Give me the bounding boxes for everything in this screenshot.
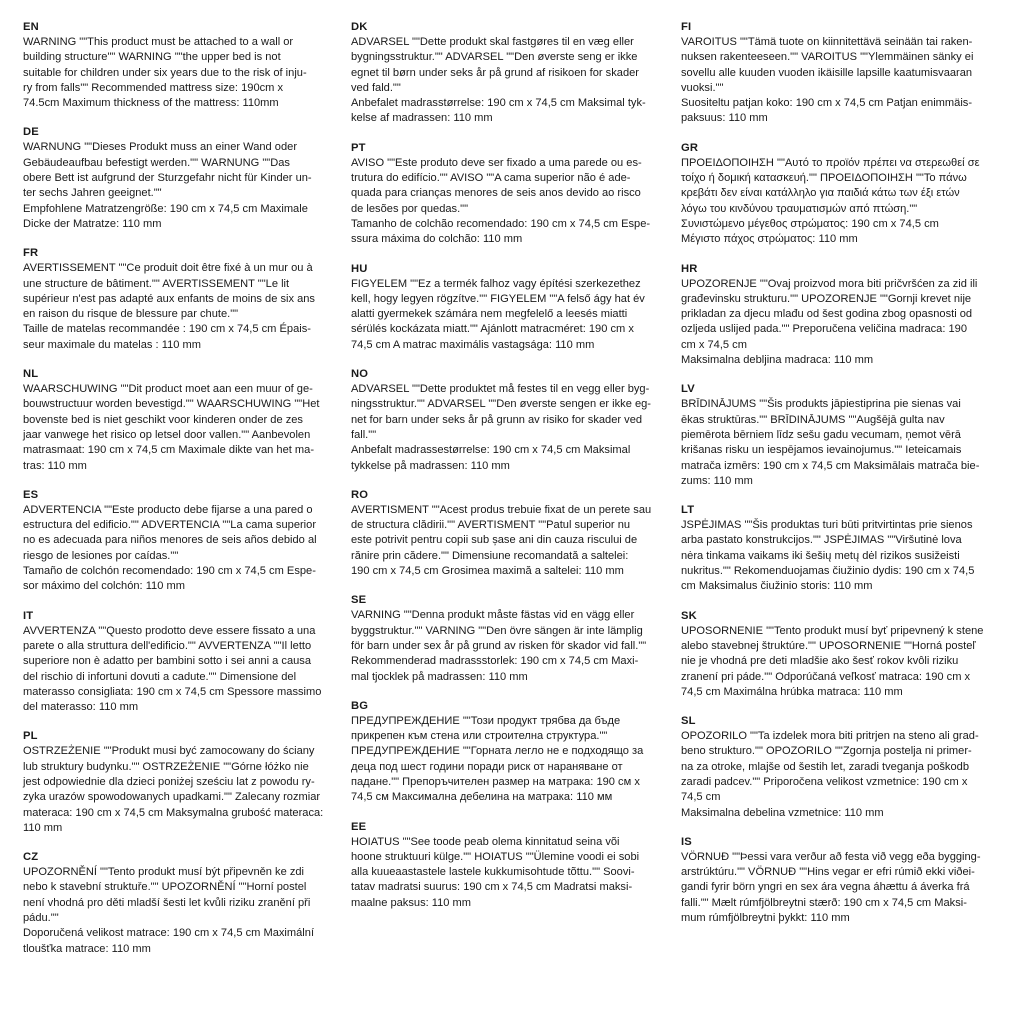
warning-text: UPOSORNENIE ""Tento produkt musí byť pripevnený k stene alebo stavebnej štruktúre."" UPOSORNENIE ""Horná posteľ nie je vhodná pre deti mladšie ako šesť rokov kvôli riziku zranení pri páde."" Odporúčaná veľkosť matraca: 190 cm x 74,5 cm Maximálna hrúbka matraca: 110 mm bbox=[681, 624, 984, 698]
language-code: EE bbox=[351, 820, 367, 833]
warning-text: JSPĖJIMAS ""Šis produktas turi būti pritvirtintas prie sienos arba pastato konstrukcijos."" JSPĖJIMAS ""Viršutinė lova nėra tinkama vaikams iki šešių metų dėl rizikos susižeisti nukritus."" Rekomenduojamas čiužinio dydis: 190 cm x 74,5 cm Maksimalus čiužinio storis: 110 mm bbox=[681, 519, 975, 593]
column-1 bbox=[23, 20, 345, 1024]
warning-text: VAROITUS ""Tämä tuote on kiinnitettävä seinään tai raken- nuksen rakenteeseen."" VAROITUS ""Ylemmäinen sänky ei sovellu alle kuuden vuoden ikäisille lapsille kaatumisvaaran vuoksi."" Suositeltu patjan koko: 190 cm x 74,5 cm Patjan enimmäis- paksuus: 110 mm bbox=[681, 36, 974, 125]
section-ee bbox=[351, 820, 673, 911]
section-fi bbox=[681, 20, 1003, 127]
language-code: DE bbox=[23, 126, 39, 139]
language-code: BG bbox=[351, 699, 369, 712]
warning-text: AVVERTENZA ""Questo prodotto deve essere fissato a una parete o alla struttura dell'edificio."" AVVERTENZA ""Il letto superiore non è adatto per bambini sotto i sei anni a causa del rischio di infortuni dovuti a cadute."" Dimensione del materasso consigliata: 190 cm x 74,5 cm Spessore massimo del materasso: 110 mm bbox=[23, 624, 322, 714]
section-hu bbox=[351, 262, 673, 353]
language-code: SK bbox=[681, 609, 697, 622]
section-se bbox=[351, 593, 673, 684]
section-lt bbox=[681, 503, 1003, 594]
warning-text: WARNUNG ""Dieses Produkt muss an einer Wand oder Gebäudeaufbau befestigt werden."" WARNUNG ""Das obere Bett ist aufgrund der Sturzgefahr nicht für Kinder un- ter sechs Jahren geeignet."" Empfohlene Matratzengröße: 190 cm x 74,5 cm Maximale Dicke der Matratze: 110 mm bbox=[23, 141, 312, 230]
section-hr bbox=[681, 262, 1003, 369]
section-lv bbox=[681, 382, 1003, 489]
language-code: HR bbox=[681, 262, 698, 275]
language-code: IT bbox=[23, 609, 34, 622]
warning-text: WARNING ""This product must be attached to a wall or building structure"" WARNING ""the upper bed is not suitable for children under six years due to the risk of inju- ry from falls"" Recommended mattress size: 190cm x 74.5cm Maximum thickness of the mattress: 110mm bbox=[23, 36, 307, 110]
language-code: LV bbox=[681, 383, 695, 396]
language-code: IS bbox=[681, 835, 692, 848]
warning-text: UPOZORNĚNÍ ""Tento produkt musí být připevněn ke zdi nebo k stavební struktuře."" UPOZORNĚNÍ ""Horní postel není vhodná pro děti mladší šesti let kvůli riziku zranění při pádu."" Doporučená velikost matrace: 190 cm x 74,5 cm Maximální tloušťka matrace: 110 mm bbox=[23, 866, 315, 955]
warning-text: AVISO ""Este produto deve ser fixado a uma parede ou es- trutura do edifício."" AVISO ""A cama superior não é ade- quada para crianças menores de seis anos devido ao risco de lesões por quedas."" Tamanho de colchão recomendado: 190 cm x 74,5 cm Espe- ssura máxima do colchão: 110 mm bbox=[351, 156, 651, 246]
section-sl bbox=[681, 714, 1003, 821]
language-code: SE bbox=[351, 594, 367, 607]
language-code: LT bbox=[681, 504, 695, 517]
warning-text: AVERTISMENT ""Acest produs trebuie fixat de un perete sau de structura clădirii."" AVERTISMENT ""Patul superior nu este potrivit pentru copii sub șase ani din cauza riscului de rănire prin cădere."" Dimensiune recomandată a saltelei: 190 cm x 74,5 cm Grosimea maximă a saltelei: 110 mm bbox=[351, 503, 652, 578]
section-is bbox=[681, 835, 1003, 926]
language-code: SL bbox=[681, 715, 696, 728]
language-code: HU bbox=[351, 262, 368, 275]
language-code: ES bbox=[23, 488, 39, 501]
language-code: NO bbox=[351, 368, 369, 381]
warning-text: BRĪDINĀJUMS ""Šis produkts jāpiestiprina pie sienas vai ēkas struktūras."" BRĪDINĀJUMS ""Augšējā gulta nav piemērota bērniem līdz sešu gadu vecumam, ņemot vērā krišanas risku un iespējamos ievainojumus."" Ieteicamais matrača izmērs: 190 cm x 74,5 cm Maksimālais matrača bie- zums: 110 mm bbox=[681, 398, 980, 487]
language-code: NL bbox=[23, 368, 39, 381]
language-code: CZ bbox=[23, 851, 39, 864]
language-code: GR bbox=[681, 141, 699, 154]
warning-text: OSTRZEŻENIE ""Produkt musi być zamocowany do ściany lub struktury budynku."" OSTRZEŻENIE ""Górne łóżko nie jest odpowiednie dla dzieci poniżej sześciu lat z powodu ry- zyka urazów spowodowanych upadkami."" Zalecany rozmiar materaca: 190 cm x 74,5 cm Maksymalna grubość materaca: 110 mm bbox=[23, 745, 324, 834]
section-no bbox=[351, 367, 673, 474]
warning-text: ADVARSEL ""Dette produktet må festes til en vegg eller byg- ningsstruktur."" ADVARSEL ""Den øverste sengen er ikke eg- net for barn under seks år på grunn av risiko for skader ved fall."" Anbefalt madrassestørrelse: 190 cm x 74,5 cm Maksimal tykkelse på madrassen: 110 mm bbox=[351, 383, 652, 472]
section-cz bbox=[23, 850, 345, 957]
column-3 bbox=[681, 20, 1003, 1024]
section-de bbox=[23, 125, 345, 232]
section-dk bbox=[351, 20, 673, 127]
warning-text: HOIATUS ""See toode peab olema kinnitatud seina või hoone struktuuri külge."" HOIATUS ""Ülemine voodi ei sobi alla kuueaastastele lastele kukkumisohtude tõttu."" Soovi- tatav madratsi suurus: 190 cm x 74,5 cm Madratsi maksi- maalne paksus: 110 mm bbox=[351, 835, 640, 909]
section-gr bbox=[681, 141, 1003, 248]
section-it bbox=[23, 609, 345, 716]
language-code: PT bbox=[351, 141, 366, 154]
section-pt bbox=[351, 141, 673, 248]
warning-text: VÖRNUÐ ""Þessi vara verður að festa við vegg eða bygging- arstrúktúru."" VÖRNUÐ ""Hins vegar er efri rúmið ekki viðei- gandi fyrir börn yngri en sex ára vegna áhættu á áverka frá falli."" Mælt rúmfjölbreytni stærð: 190 cm x 74,5 cm Maksi- mum rúmfjölbreytni þykkt: 110 mm bbox=[681, 850, 981, 925]
section-bg bbox=[351, 699, 673, 806]
warning-text: WAARSCHUWING ""Dit product moet aan een muur of ge- bouwstructuur worden bevestigd."" WAARSCHUWING ""Het bovenste bed is niet geschikt voor kinderen onder de zes jaar vanwege het risico op letsel door vallen."" Aanbevolen matrasmaat: 190 cm x 74,5 cm Maximale dikte van het ma- tras: 110 mm bbox=[23, 383, 320, 472]
warning-text: FIGYELEM ""Ez a termék falhoz vagy építési szerkezethez kell, hogy legyen rögzítve."" FIGYELEM ""A felső ágy hat év alatti gyermekek számára nem megfelelő a leesés miatti sérülés kockázata miatt."" Ajánlott matracméret: 190 cm x 74,5 cm A matrac maximális vastagsága: 110 mm bbox=[351, 277, 645, 351]
column-2 bbox=[351, 20, 673, 1024]
warning-text: ADVERTENCIA ""Este producto debe fijarse a una pared o estructura del edificio."" ADVERTENCIA ""La cama superior no es adecuada para niños menores de seis años debido al riesgo de lesiones por caídas."" Tamaño de colchón recomendado: 190 cm x 74,5 cm Espe- sor máximo del colchón: 110 mm bbox=[23, 503, 317, 593]
language-code: FI bbox=[681, 21, 692, 33]
warning-text: ΠΡΟΕΙΔΟΠΟΙΗΣΗ ""Αυτό το προϊόν πρέπει να στερεωθεί σε τοίχο ή δομική κατασκευή."" ΠΡΟΕΙΔΟΠΟΙΗΣΗ ""Το πάνω κρεβάτι δεν είναι κατάλληλο για παιδιά κάτω των έξι ετών λόγω του κινδύνου τραυματισμών από πτώση."" Συνιστώμενο μέγεθος στρώματος: 190 cm x 74,5 cm Μέγιστο πάχος στρώματος: 110 mm bbox=[681, 156, 980, 246]
language-code: EN bbox=[23, 21, 39, 33]
language-code: PL bbox=[23, 730, 38, 743]
section-fr bbox=[23, 246, 345, 353]
language-code: DK bbox=[351, 21, 368, 33]
language-code: FR bbox=[23, 247, 39, 260]
section-pl bbox=[23, 729, 345, 836]
warning-text: AVERTISSEMENT ""Ce produit doit être fixé à un mur ou à une structure de bâtiment."" AVERTISSEMENT ""Le lit supérieur n'est pas adapté aux enfants de moins de six ans en raison du risque de blessure par chute."" Taille de matelas recommandée : 190 cm x 74,5 cm Épais- seur maximale du matelas : 110 mm bbox=[23, 262, 315, 351]
warning-text: UPOZORENJE ""Ovaj proizvod mora biti pričvršćen za zid ili građevinsku strukturu."" UPOZORENJE ""Gornji krevet nije prikladan za djecu mlađu od šest godina zbog opasnosti od ozljeda uslijed pada."" Preporučena veličina madraca: 190 cm x 74,5 cm Maksimalna debljina madraca: 110 mm bbox=[681, 277, 978, 367]
section-sk bbox=[681, 609, 1003, 700]
warning-text: OPOZORILO ""Ta izdelek mora biti pritrjen na steno ali grad- beno strukturo."" OPOZORILO ""Zgornja postelja ni primer- na za otroke, mlajše od šestih let, zaradi tveganja poškodb zaradi padcev."" Priporočena velikost vzmetnice: 190 cm x 74,5 cm Maksimalna debelina vzmetnice: 110 mm bbox=[681, 730, 979, 819]
section-es bbox=[23, 488, 345, 595]
language-code: RO bbox=[351, 488, 369, 501]
section-nl bbox=[23, 367, 345, 474]
warning-text: ADVARSEL ""Dette produkt skal fastgøres til en væg eller bygningsstruktur."" ADVARSEL ""Den øverste seng er ikke egnet til børn under seks år på grund af risikoen for skader ved fald."" Anbefalet madrasstørrelse: 190 cm x 74,5 cm Maksimal tyk- kelse af madrassen: 110 mm bbox=[351, 36, 646, 125]
warning-text: VARNING ""Denna produkt måste fästas vid en vägg eller byggstruktur."" VARNING ""Den övre sängen är inte lämplig för barn under sex år på grund av risken för skador vid fall."" Rekommenderad madrassstorlek: 190 cm x 74,5 cm Maxi- mal tjocklek på madrassen: 110 mm bbox=[351, 609, 647, 683]
section-en bbox=[23, 20, 345, 111]
section-ro bbox=[351, 488, 673, 579]
warning-text: ПРЕДУПРЕЖДЕНИЕ ""Този продукт трябва да бъде прикрепен към стена или строителна структура."" ПРЕДУПРЕЖДЕНИЕ ""Горната легло не е подходящо за деца под шест години поради риск от нараняване от падане."" Препоръчителен размер на матрака: 190 см х 74,5 см Максимална дебелина на матрака: 110 мм bbox=[351, 714, 644, 804]
